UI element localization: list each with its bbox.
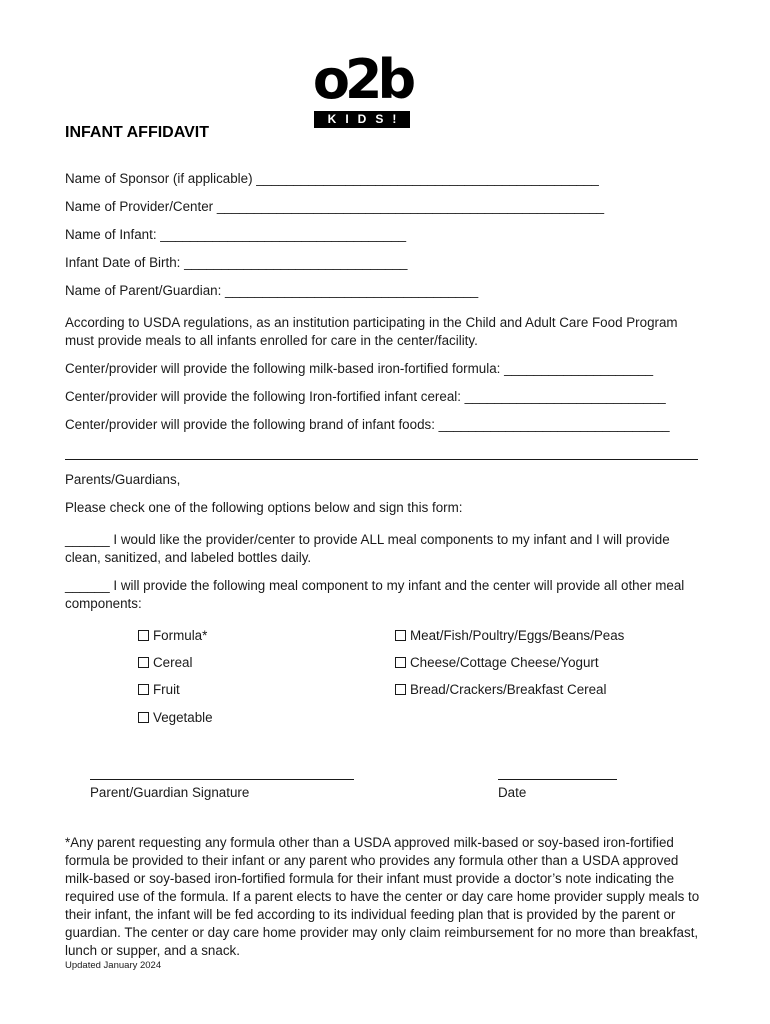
checkbox-cereal[interactable] (138, 654, 192, 671)
checkbox-icon (395, 657, 406, 668)
o2b-kids-logo (312, 48, 412, 128)
checkbox-icon (138, 712, 149, 723)
checkbox-vegetable[interactable] (138, 709, 213, 726)
checkbox-label: Bread/Crackers/Breakfast Cereal (410, 682, 607, 697)
provider-name-field[interactable]: Name of Provider/Center ____________________________________________________ (65, 199, 605, 214)
checkbox-label: Cheese/Cottage Cheese/Yogurt (410, 655, 599, 670)
instruction-text: Please check one of the following options below and sign this form: (65, 500, 463, 515)
checkbox-label: Vegetable (153, 710, 213, 725)
checkbox-icon (138, 630, 149, 641)
option-parent-provides[interactable]: ______ I will provide the following meal component to my infant and the center will provide all other meal components: (65, 578, 685, 611)
infant-dob-field[interactable]: Infant Date of Birth: ______________________________ (65, 255, 408, 270)
checkbox-label: Formula* (153, 628, 208, 643)
checkbox-meat[interactable] (395, 627, 624, 644)
date-label: Date (498, 785, 527, 800)
checkbox-bread[interactable] (395, 681, 606, 698)
parent-name-field[interactable]: Name of Parent/Guardian: __________________________________ (65, 283, 479, 298)
greeting: Parents/Guardians, (65, 472, 181, 487)
checkbox-icon (395, 684, 406, 695)
checkbox-formula[interactable] (138, 627, 207, 644)
logo-subtitle: KIDS! (314, 111, 410, 128)
formula-provided-field[interactable]: Center/provider will provide the following milk-based iron-fortified formula: ____________________ (65, 361, 654, 376)
checkbox-icon (138, 684, 149, 695)
option-all-components[interactable]: ______ I would like the provider/center to provide ALL meal components to my infant and I will provide clean, sanitized, and labeled bottles daily. (65, 532, 670, 565)
checkbox-cheese[interactable] (395, 654, 599, 671)
signature-line[interactable] (90, 779, 354, 780)
checkbox-icon (395, 630, 406, 641)
signature-label: Parent/Guardian Signature (90, 785, 250, 800)
checkbox-fruit[interactable] (138, 681, 180, 698)
logo-mark: o2b (312, 48, 412, 111)
checkbox-label: Meat/Fish/Poultry/Eggs/Beans/Peas (410, 628, 625, 643)
checkbox-label: Cereal (153, 655, 193, 670)
date-line[interactable] (498, 779, 617, 780)
checkbox-label: Fruit (153, 682, 180, 697)
infant-food-brand-field[interactable]: Center/provider will provide the following brand of infant foods: _______________________________ (65, 417, 670, 432)
updated-date: Updated January 2024 (65, 960, 162, 971)
checkbox-icon (138, 657, 149, 668)
formula-footnote: *Any parent requesting any formula other than a USDA approved milk-based or soy-based iron-fortified formula be provided to their infant or any parent who provides any formula other than a USDA approved milk-based or soy-based iron-fortified formula for their infant must provide a doctor’s note indicating the required use of the formula. If a parent elects to have the center or day care home provider supply meals to their infant, the infant will be fed according to its individual feeding plan that is provided by the parent or guardian. The center or day care home provider may only claim reimbursement for no more than breakfast, lunch or supper, and a snack. (65, 835, 700, 958)
infant-name-field[interactable]: Name of Infant: _________________________________ (65, 227, 407, 242)
usda-intro-paragraph: According to USDA regulations, as an institution participating in the Child and Adult Care Food Program must provide meals to all infants enrolled for care in the center/facility. (65, 315, 678, 348)
section-divider (65, 459, 698, 460)
cereal-provided-field[interactable]: Center/provider will provide the following Iron-fortified infant cereal: ___________________________ (65, 389, 666, 404)
form-title: INFANT AFFIDAVIT (65, 124, 209, 141)
sponsor-name-field[interactable]: Name of Sponsor (if applicable) ______________________________________________ (65, 171, 599, 186)
